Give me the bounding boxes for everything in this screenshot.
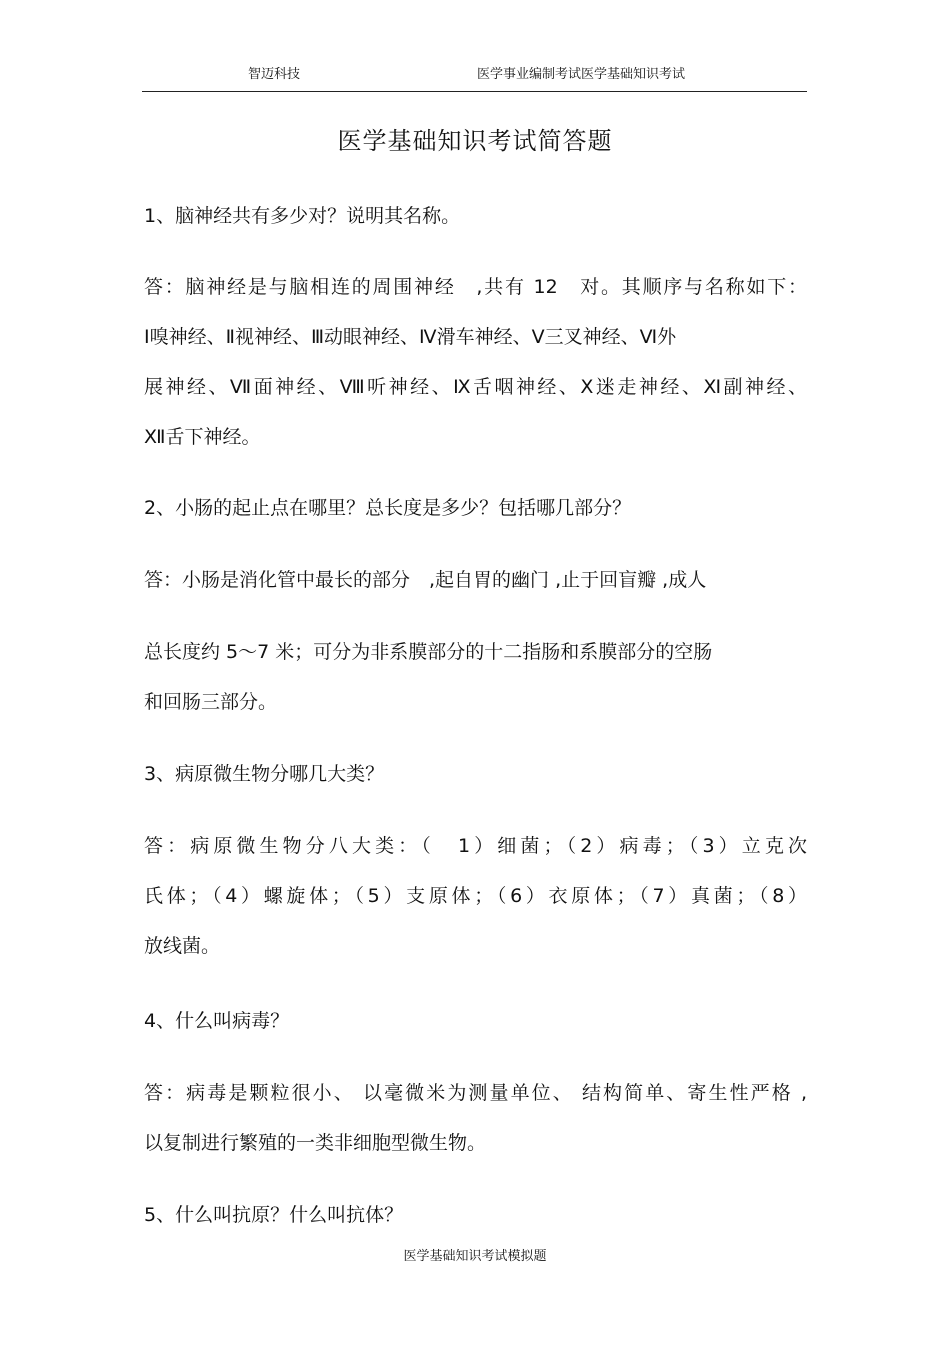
- answer-2-line-3: 和回肠三部分。: [144, 691, 278, 713]
- page-title: 医学基础知识考试简答题: [337, 127, 613, 155]
- question-1: 1、脑神经共有多少对？说明其名称。: [144, 205, 461, 227]
- header-right-text: 医学事业编制考试医学基础知识考试: [477, 67, 686, 82]
- question-2: 2、小肠的起止点在哪里？总长度是多少？包括哪几部分？: [144, 497, 632, 519]
- answer-4-line-2: 以复制进行繁殖的一类非细胞型微生物。: [144, 1132, 487, 1154]
- answer-3-line-1: 答：病原微生物分八大类：（ 1）细菌；（2）病毒；（3）立克次: [144, 835, 807, 857]
- answer-1-line-2: Ⅰ嗅神经、Ⅱ视神经、Ⅲ动眼神经、Ⅳ滑车神经、Ⅴ三叉神经、Ⅵ外: [144, 326, 677, 348]
- answer-4-line-1: 答：病毒是颗粒很小、 以毫微米为测量单位、 结构简单、寄生性严格 ,: [144, 1082, 807, 1104]
- answer-2-line-1: 答：小肠是消化管中最长的部分 ,起自胃的幽门 ,止于回盲瓣 ,成人: [144, 569, 707, 591]
- header-left-text: 智迈科技: [248, 67, 301, 82]
- answer-3-line-3: 放线菌。: [144, 935, 221, 957]
- page-footer: 医学基础知识考试模拟题: [403, 1249, 547, 1264]
- header-divider: [142, 91, 807, 92]
- question-3: 3、病原微生物分哪几大类？: [144, 763, 385, 785]
- answer-2-line-2: 总长度约 5～7 米；可分为非系膜部分的十二指肠和系膜部分的空肠: [144, 641, 713, 663]
- answer-1-line-1: 答：脑神经是与脑相连的周围神经 ,共有 12 对。其顺序与名称如下：: [144, 276, 807, 298]
- answer-1-line-3: 展神经、Ⅶ面神经、Ⅷ听神经、Ⅸ舌咽神经、Ⅹ迷走神经、Ⅺ副神经、: [144, 376, 807, 398]
- answer-1-line-4: Ⅻ舌下神经。: [144, 426, 261, 448]
- question-5: 5、什么叫抗原？什么叫抗体？: [144, 1204, 404, 1226]
- answer-3-line-2: 氏体；（4）螺旋体；（5）支原体；（6）衣原体；（7）真菌；（8）: [144, 885, 807, 907]
- question-4: 4、什么叫病毒？: [144, 1010, 290, 1032]
